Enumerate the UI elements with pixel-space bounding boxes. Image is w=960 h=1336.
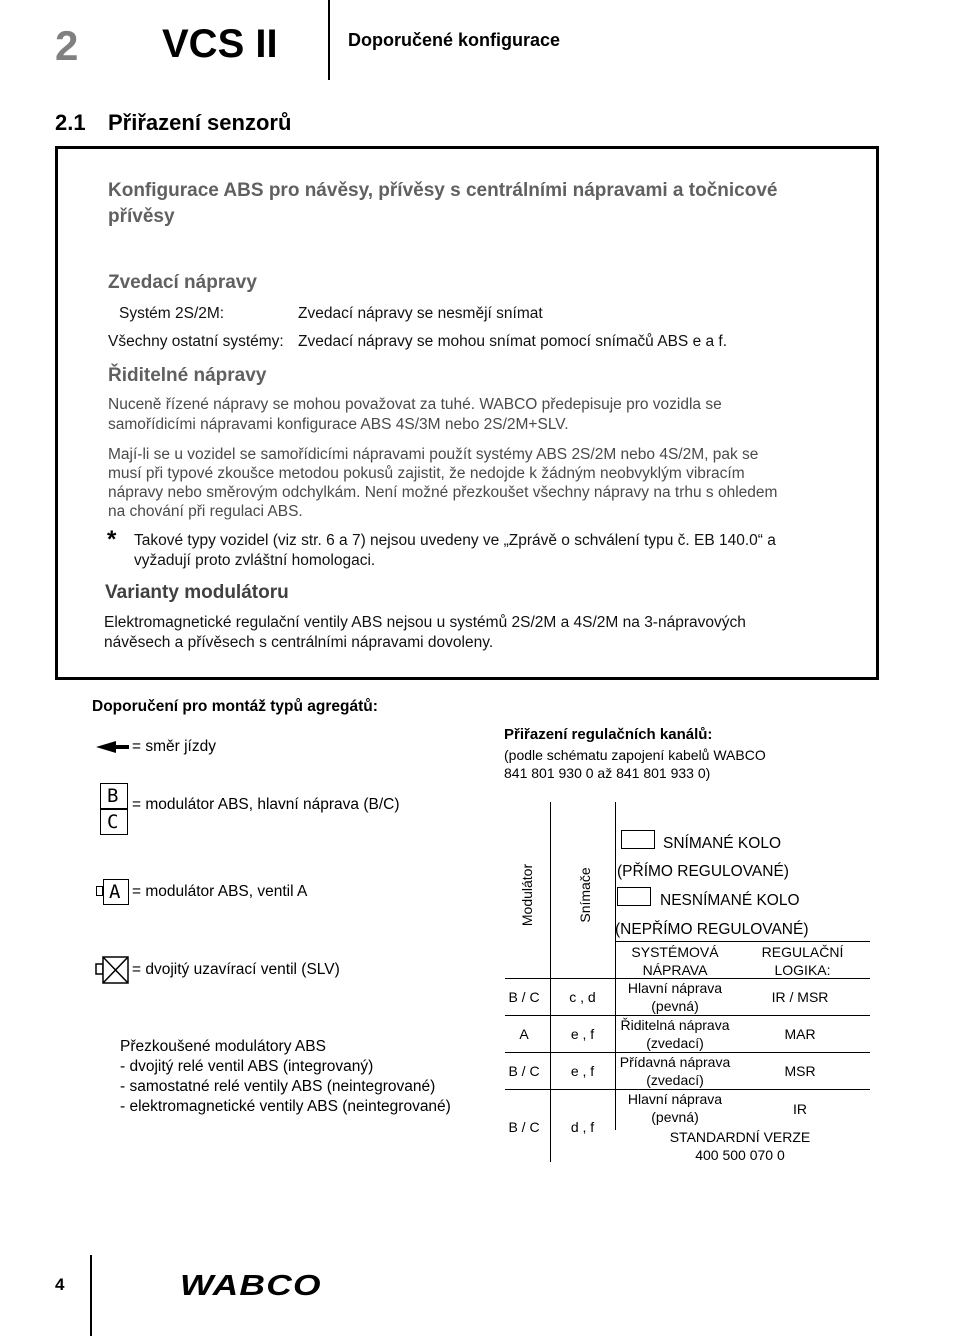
table-hline: [505, 1052, 870, 1053]
note-line: vyžadují proto zvláštní homologaci.: [134, 552, 376, 569]
key-sensed: SNÍMANÉ KOLO: [663, 835, 781, 852]
double-check-valve-icon: [95, 955, 129, 985]
letter-a: A: [109, 881, 121, 903]
col-axle-2: NÁPRAVA: [642, 962, 708, 978]
header-divider: [328, 0, 330, 80]
sensed-wheel-key-icon: [621, 830, 655, 849]
steer-p2-line: musí při typové zkoušce metodou pokusů zajistit, že nedojde k žádným neobvyklým vibracím: [108, 465, 745, 482]
lift-heading: Zvedací nápravy: [108, 272, 257, 293]
chapter-title: VCS II: [162, 22, 278, 66]
unsensed-wheel-key-icon: [617, 887, 651, 906]
legend-a-text: = modulátor ABS, ventil A: [132, 883, 308, 900]
table-hline: [505, 978, 870, 979]
tested-heading: Přezkoušené modulátory ABS: [120, 1038, 326, 1055]
letter-c: C: [107, 811, 119, 833]
legend-bc-text: = modulátor ABS, hlavní náprava (B/C): [132, 796, 400, 813]
chapter-number: 2: [55, 22, 79, 69]
row-modulator: B / C: [508, 1063, 540, 1079]
letter-b: B: [107, 785, 119, 807]
legend-slv-text: = dvojitý uzavírací ventil (SLV): [132, 961, 340, 978]
row-axle-1: Řiditelná náprava: [620, 1017, 730, 1033]
arrow-left-icon: [96, 740, 130, 754]
tested-item: - dvojitý relé ventil ABS (integrovaný): [120, 1058, 374, 1075]
row-logic: IR: [793, 1101, 807, 1117]
row-axle-2: (pevná): [651, 998, 699, 1014]
section-title: Přiřazení senzorů: [108, 110, 292, 135]
modulator-line: Elektromagnetické regulační ventily ABS nejsou u systémů 2S/2M a 4S/2M na 3-nápravových: [104, 614, 746, 631]
assign-heading: Přiřazení regulačních kanálů:: [504, 726, 713, 743]
steer-heading: Řiditelné nápravy: [108, 365, 267, 386]
assign-sub2: 841 801 930 0 až 841 801 933 0): [504, 765, 711, 781]
footer-divider: [90, 1255, 92, 1336]
table-hline: [505, 1015, 870, 1016]
col-sensors: Snímače: [577, 867, 593, 923]
tested-item: - samostatné relé ventily ABS (neintegrované): [120, 1078, 436, 1095]
key-unsensed-sub: (NEPŘÍMO REGULOVANÉ): [615, 921, 809, 938]
header-subtitle: Doporučené konfigurace: [348, 30, 561, 50]
row-sensors: e , f: [570, 1026, 595, 1042]
note-asterisk: *: [107, 526, 117, 553]
assign-sub1: (podle schématu zapojení kabelů WABCO: [504, 747, 766, 763]
modulator-line: návěsech a přívěsech s centrálními nápravami dovoleny.: [104, 634, 494, 651]
col-modulator: Modulátor: [519, 863, 535, 927]
row-axle-2: (zvedací): [646, 1035, 704, 1051]
col-axle-1: SYSTÉMOVÁ: [631, 944, 719, 960]
key-sensed-sub: (PŘÍMO REGULOVANÉ): [617, 863, 789, 880]
table-hline: [615, 941, 870, 942]
steer-p1-line: samořídicími nápravami konfigurace ABS 4S/3M nebo 2S/2M+SLV.: [108, 416, 569, 433]
row-logic: IR / MSR: [771, 989, 829, 1005]
key-unsensed: NESNÍMANÉ KOLO: [660, 892, 800, 909]
lift-row-text: Zvedací nápravy se mohou snímat pomocí snímačů ABS e a f.: [298, 333, 728, 350]
row-logic: MAR: [784, 1026, 816, 1042]
row-sensors: c , d: [569, 989, 596, 1005]
row-modulator: B / C: [508, 1119, 540, 1135]
row-axle-1: Hlavní náprava: [627, 1091, 723, 1107]
box-title-line2: přívěsy: [108, 206, 175, 227]
modulator-heading: Varianty modulátoru: [105, 582, 289, 603]
note-line: Takové typy vozidel (viz str. 6 a 7) nejsou uvedeny ve „Zprávě o schválení typu č. EB 140.0“ a: [134, 532, 776, 549]
row-modulator: A: [519, 1026, 529, 1042]
page-number: 4: [55, 1275, 65, 1294]
lift-row-label: Všechny ostatní systémy:: [108, 333, 284, 350]
steer-p2-line: nápravy nebo směrovým odchylkám. Není možné přezkoušet všechny nápravy na trhu s ohledem: [108, 484, 778, 501]
valve-stub: [96, 886, 103, 896]
table-hline: [505, 1089, 870, 1090]
col-logic-1: REGULAČNÍ: [761, 944, 844, 960]
row-axle-2: (zvedací): [646, 1072, 704, 1088]
row-sensors: d , f: [570, 1119, 595, 1135]
wabco-logo: WABCO: [180, 1270, 322, 1302]
box-title-line1: Konfigurace ABS pro návěsy, přívěsy s centrálními nápravami a točnicové: [108, 180, 778, 201]
standard-version: STANDARDNÍ VERZE: [669, 1129, 811, 1145]
standard-version-number: 400 500 070 0: [695, 1147, 785, 1163]
row-modulator: B / C: [508, 989, 540, 1005]
row-axle-1: Hlavní náprava: [627, 980, 723, 996]
lift-row-text: Zvedací nápravy se nesmějí snímat: [298, 305, 543, 322]
legend-direction: = směr jízdy: [132, 738, 216, 755]
steer-p1-line: Nuceně řízené nápravy se mohou považovat za tuhé. WABCO předepisuje pro vozidla se: [108, 396, 722, 413]
legend-heading: Doporučení pro montáž typů agregátů:: [92, 698, 378, 715]
col-logic-2: LOGIKA:: [774, 962, 831, 978]
row-axle-1: Přídavná náprava: [619, 1054, 731, 1070]
lift-row-label: Systém 2S/2M:: [119, 305, 225, 322]
section-number: 2.1: [55, 110, 86, 135]
row-axle-2: (pevná): [651, 1109, 699, 1125]
steer-p2-line: Mají-li se u vozidel se samořídicími nápravami použít systémy ABS 2S/2M nebo 4S/2M, pak se: [108, 446, 759, 463]
row-sensors: e , f: [570, 1063, 595, 1079]
steer-p2-line: na chování při regulaci ABS.: [108, 503, 303, 520]
tested-item: - elektromagnetické ventily ABS (neintegrované): [120, 1098, 451, 1115]
table-vline: [550, 802, 551, 1162]
row-logic: MSR: [784, 1063, 816, 1079]
